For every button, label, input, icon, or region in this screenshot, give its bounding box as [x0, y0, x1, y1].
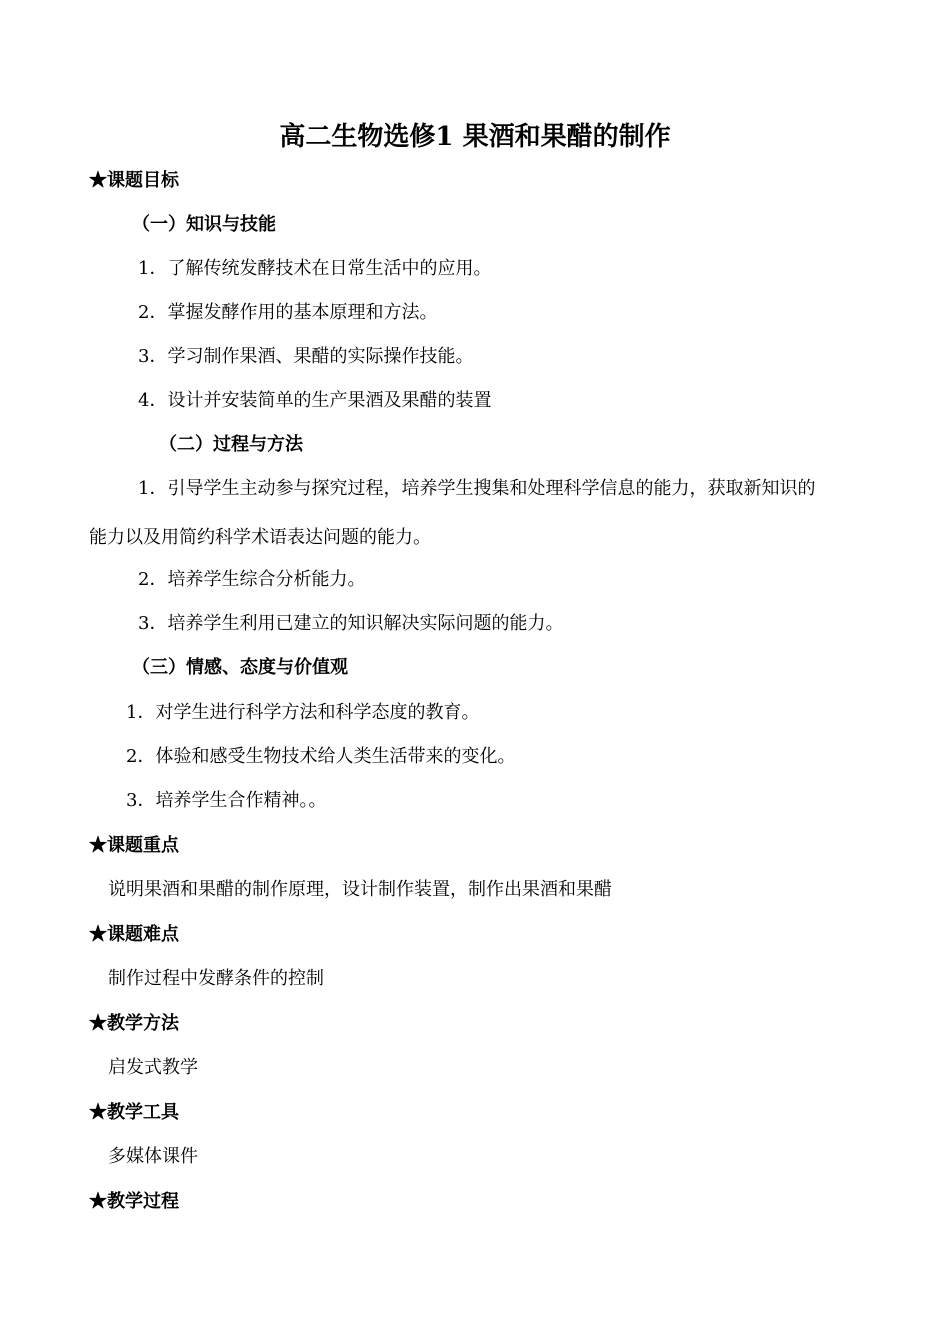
section-heading-teaching-process: ★教学过程: [89, 1191, 179, 1212]
subheading-process: （二）过程与方法: [159, 434, 303, 455]
subheading-emotion: （三）情感、态度与价值观: [132, 657, 348, 678]
subheading-knowledge: （一）知识与技能: [132, 214, 276, 235]
process-item: 3．培养学生利用已建立的知识解决实际问题的能力。: [138, 613, 564, 634]
process-item-line-1: 1．引导学生主动参与探究过程，培养学生搜集和处理科学信息的能力，获取新知识的: [138, 478, 816, 499]
document-title: 高二生物选修1 果酒和果醋的制作: [279, 122, 671, 152]
process-item-line-2: 能力以及用简约科学术语表达问题的能力。: [89, 527, 431, 548]
method-text: 启发式教学: [108, 1057, 198, 1078]
section-heading-key-points: ★课题重点: [89, 835, 179, 856]
section-heading-difficulties: ★课题难点: [89, 924, 179, 945]
emotion-item: 3．培养学生合作精神。。: [126, 790, 327, 811]
knowledge-item: 2．掌握发酵作用的基本原理和方法。: [138, 302, 438, 323]
emotion-item: 2．体验和感受生物技术给人类生活带来的变化。: [126, 746, 516, 767]
section-heading-method: ★教学方法: [89, 1013, 179, 1034]
difficulties-text: 制作过程中发酵条件的控制: [108, 968, 324, 989]
key-points-text: 说明果酒和果醋的制作原理，设计制作装置，制作出果酒和果醋: [108, 879, 612, 900]
knowledge-item: 3．学习制作果酒、果醋的实际操作技能。: [138, 346, 474, 367]
process-item: 2．培养学生综合分析能力。: [138, 569, 366, 590]
section-heading-tools: ★教学工具: [89, 1102, 179, 1123]
section-heading-objectives: ★课题目标: [89, 170, 179, 191]
tools-text: 多媒体课件: [108, 1146, 198, 1167]
emotion-item: 1．对学生进行科学方法和科学态度的教育。: [126, 702, 480, 723]
knowledge-item: 1．了解传统发酵技术在日常生活中的应用。: [138, 258, 492, 279]
knowledge-item: 4．设计并安装简单的生产果酒及果醋的装置: [138, 390, 492, 411]
